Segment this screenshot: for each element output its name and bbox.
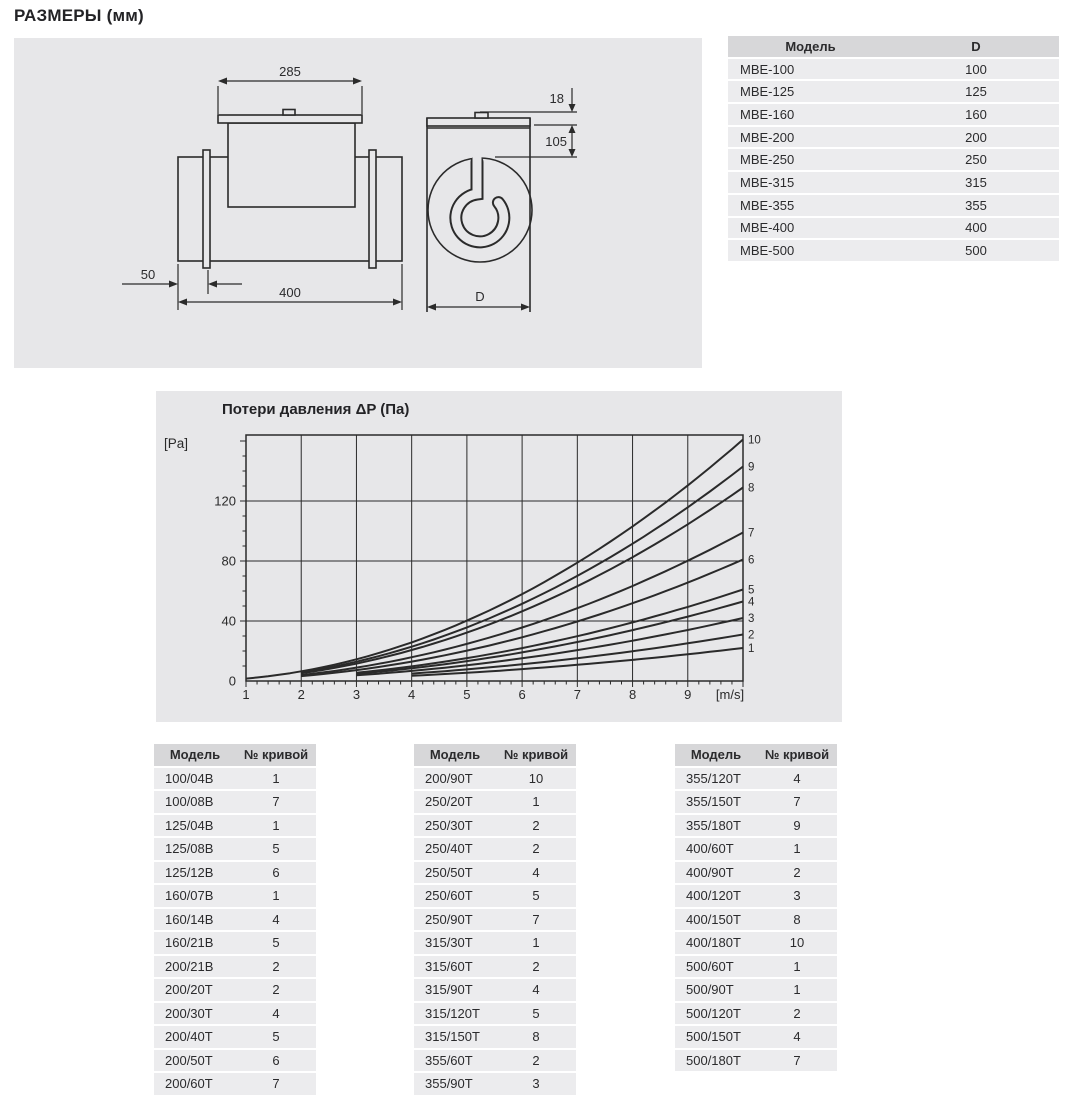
table-row	[675, 909, 837, 931]
model-cell: 400/90T	[675, 862, 757, 884]
value-cell: 5	[236, 838, 316, 860]
table-row	[728, 59, 1059, 80]
column-header: № кривой	[236, 744, 316, 766]
table-row	[675, 1050, 837, 1072]
model-cell: MBE-355	[728, 195, 893, 216]
x-tick-label: 8	[628, 687, 637, 702]
x-tick-label: 1	[242, 687, 250, 702]
value-cell: 5	[236, 1026, 316, 1048]
table	[675, 742, 837, 1073]
dim-diameter-label: D	[475, 289, 485, 304]
value-cell: 2	[757, 862, 837, 884]
dim-lid-height-label: 18	[549, 91, 564, 106]
table-row	[728, 104, 1059, 125]
model-cell: 400/150T	[675, 909, 757, 931]
model-cell: 200/20T	[154, 979, 236, 1001]
table-row	[414, 956, 576, 978]
model-cell: 500/120T	[675, 1003, 757, 1025]
model-cell: 200/30T	[154, 1003, 236, 1025]
value-cell: 2	[496, 1050, 576, 1072]
value-cell: 2	[496, 956, 576, 978]
model-cell: 200/21B	[154, 956, 236, 978]
column-header: Модель	[154, 744, 236, 766]
curve-table-2	[414, 742, 576, 1097]
model-cell: 250/20T	[414, 791, 496, 813]
table-row	[414, 1073, 576, 1095]
curve-label-6: 6	[748, 554, 755, 567]
table-row	[154, 979, 316, 1001]
table-row	[675, 956, 837, 978]
table-row	[728, 149, 1059, 170]
curve-table-1	[154, 742, 316, 1097]
table-row	[154, 815, 316, 837]
value-cell: 2	[757, 1003, 837, 1025]
table-row	[675, 791, 837, 813]
value-cell: 1	[496, 791, 576, 813]
model-cell: 315/90T	[414, 979, 496, 1001]
table-row	[154, 791, 316, 813]
table-row	[414, 932, 576, 954]
table-header-row	[728, 36, 1059, 57]
table-row	[154, 862, 316, 884]
table-row	[414, 909, 576, 931]
curve-table-3	[675, 742, 837, 1073]
model-cell: MBE-100	[728, 59, 893, 80]
dimensions-drawing	[14, 38, 702, 368]
table-row	[154, 1003, 316, 1025]
table-row	[414, 768, 576, 790]
table-row	[728, 195, 1059, 216]
model-cell: 250/40T	[414, 838, 496, 860]
value-cell: 8	[496, 1026, 576, 1048]
value-cell: 355	[893, 195, 1059, 216]
model-cell: 315/30T	[414, 932, 496, 954]
column-header: Модель	[414, 744, 496, 766]
model-cell: 200/40T	[154, 1026, 236, 1048]
model-cell: 355/90T	[414, 1073, 496, 1095]
y-tick-label: 80	[221, 553, 236, 569]
table-row	[675, 768, 837, 790]
model-cell: 160/21B	[154, 932, 236, 954]
table-row	[154, 838, 316, 860]
column-header: D	[893, 36, 1059, 57]
table-header-row	[675, 744, 837, 766]
table-row	[414, 979, 576, 1001]
model-cell: 125/08B	[154, 838, 236, 860]
value-cell: 250	[893, 149, 1059, 170]
x-tick-label: 2	[297, 687, 305, 702]
table-row	[414, 862, 576, 884]
model-cell: 250/60T	[414, 885, 496, 907]
curve-4	[356, 602, 743, 674]
table-header-row	[414, 744, 576, 766]
value-cell: 5	[496, 1003, 576, 1025]
x-tick-label: 5	[463, 687, 471, 702]
value-cell: 2	[496, 815, 576, 837]
value-cell: 2	[236, 979, 316, 1001]
value-cell: 4	[757, 1026, 837, 1048]
chart-title: Потери давления ΔP (Па)	[222, 401, 410, 418]
value-cell: 1	[236, 768, 316, 790]
model-cell: 400/120T	[675, 885, 757, 907]
model-cell: 160/14B	[154, 909, 236, 931]
value-cell: 1	[757, 979, 837, 1001]
value-cell: 5	[496, 885, 576, 907]
table-row	[414, 815, 576, 837]
model-cell: 160/07B	[154, 885, 236, 907]
table	[414, 742, 576, 1097]
x-axis-unit-label: [m/s]	[715, 687, 745, 702]
value-cell: 160	[893, 104, 1059, 125]
y-axis-unit-label: [Pa]	[164, 436, 189, 451]
model-cell: 500/60T	[675, 956, 757, 978]
model-cell: 315/60T	[414, 956, 496, 978]
flange-left	[203, 150, 210, 268]
flange-right	[369, 150, 376, 268]
value-cell: 9	[757, 815, 837, 837]
model-cell: 355/180T	[675, 815, 757, 837]
model-cell: 200/90T	[414, 768, 496, 790]
table-header-row	[154, 744, 316, 766]
value-cell: 2	[496, 838, 576, 860]
table-row	[728, 218, 1059, 239]
x-tick-label: 4	[408, 687, 416, 702]
curve-label-4: 4	[748, 596, 755, 609]
model-cell: 315/120T	[414, 1003, 496, 1025]
value-cell: 1	[236, 815, 316, 837]
y-tick-label: 0	[228, 673, 236, 689]
curve-label-2: 2	[748, 629, 755, 642]
model-cell: 125/12B	[154, 862, 236, 884]
table-row	[675, 1026, 837, 1048]
pressure-loss-chart-panel	[156, 391, 842, 722]
curve-label-9: 9	[748, 461, 755, 474]
control-box-outline	[228, 123, 355, 207]
dim-length-label: 400	[279, 285, 301, 300]
table-row	[154, 1073, 316, 1095]
table-row	[414, 1003, 576, 1025]
model-cell: 100/04B	[154, 768, 236, 790]
front-lid	[427, 118, 530, 126]
value-cell: 500	[893, 240, 1059, 261]
value-cell: 8	[757, 909, 837, 931]
column-header: Модель	[728, 36, 893, 57]
table-row	[728, 172, 1059, 193]
table-row	[675, 885, 837, 907]
model-cell: MBE-400	[728, 218, 893, 239]
table-row	[675, 979, 837, 1001]
curve-label-10: 10	[748, 434, 761, 447]
model-cell: 500/180T	[675, 1050, 757, 1072]
table-row	[675, 1003, 837, 1025]
curve-label-7: 7	[748, 527, 755, 540]
table-row	[414, 791, 576, 813]
table-row	[154, 956, 316, 978]
value-cell: 10	[496, 768, 576, 790]
model-cell: 400/60T	[675, 838, 757, 860]
model-cell: 125/04B	[154, 815, 236, 837]
value-cell: 5	[236, 932, 316, 954]
column-header: Модель	[675, 744, 757, 766]
model-cell: 400/180T	[675, 932, 757, 954]
value-cell: 6	[236, 1050, 316, 1072]
lid-knob	[283, 110, 295, 116]
value-cell: 3	[757, 885, 837, 907]
model-cell: 250/90T	[414, 909, 496, 931]
value-cell: 400	[893, 218, 1059, 239]
table-row	[154, 932, 316, 954]
table-row	[154, 1026, 316, 1048]
table	[728, 34, 1059, 263]
value-cell: 4	[496, 862, 576, 884]
value-cell: 125	[893, 81, 1059, 102]
model-cell: 355/60T	[414, 1050, 496, 1072]
model-cell: 200/50T	[154, 1050, 236, 1072]
curve-label-1: 1	[748, 643, 755, 655]
x-tick-label: 9	[684, 687, 692, 702]
curve-label-8: 8	[748, 482, 755, 495]
value-cell: 100	[893, 59, 1059, 80]
table-row	[154, 885, 316, 907]
x-tick-label: 7	[573, 687, 581, 702]
value-cell: 7	[236, 791, 316, 813]
value-cell: 7	[757, 791, 837, 813]
pressure-loss-chart-svg	[156, 391, 842, 722]
dim-box-height-label: 105	[545, 134, 567, 149]
table-row	[675, 838, 837, 860]
model-cell: 100/08B	[154, 791, 236, 813]
value-cell: 10	[757, 932, 837, 954]
table-row	[414, 1050, 576, 1072]
value-cell: 4	[236, 1003, 316, 1025]
table-row	[675, 932, 837, 954]
value-cell: 7	[496, 909, 576, 931]
model-cell: 355/120T	[675, 768, 757, 790]
value-cell: 6	[236, 862, 316, 884]
x-tick-label: 3	[352, 687, 361, 702]
curve-label-3: 3	[748, 613, 755, 625]
model-cell: 500/90T	[675, 979, 757, 1001]
x-tick-label: 6	[518, 687, 526, 702]
control-box-lid	[218, 115, 362, 123]
value-cell: 1	[236, 885, 316, 907]
pressure-loss-chart	[156, 391, 842, 722]
model-cell: 250/50T	[414, 862, 496, 884]
table-row	[728, 240, 1059, 261]
dim-offset-label: 50	[140, 267, 156, 282]
dimensions-diagram-panel	[14, 38, 702, 368]
value-cell: 2	[236, 956, 316, 978]
curve-label-5: 5	[748, 584, 755, 597]
model-cell: MBE-315	[728, 172, 893, 193]
table-row	[154, 909, 316, 931]
column-header: № кривой	[496, 744, 576, 766]
table-row	[728, 81, 1059, 102]
model-cell: 500/150T	[675, 1026, 757, 1048]
model-cell: 200/60T	[154, 1073, 236, 1095]
curve-10	[246, 440, 743, 679]
table-row	[414, 1026, 576, 1048]
model-cell: MBE-160	[728, 104, 893, 125]
value-cell: 3	[496, 1073, 576, 1095]
value-cell: 4	[236, 909, 316, 931]
model-cell: MBE-250	[728, 149, 893, 170]
model-cell: 250/30T	[414, 815, 496, 837]
value-cell: 1	[757, 838, 837, 860]
table-row	[675, 862, 837, 884]
page-title: РАЗМЕРЫ (мм)	[14, 6, 144, 25]
value-cell: 4	[757, 768, 837, 790]
value-cell: 4	[496, 979, 576, 1001]
table-row	[414, 885, 576, 907]
value-cell: 200	[893, 127, 1059, 148]
table	[154, 742, 316, 1097]
dim-top-width-label: 285	[279, 64, 301, 79]
model-cell: 315/150T	[414, 1026, 496, 1048]
model-cell: MBE-200	[728, 127, 893, 148]
y-tick-label: 40	[221, 613, 236, 629]
y-tick-label: 120	[214, 493, 236, 509]
table-row	[154, 768, 316, 790]
table-row	[414, 838, 576, 860]
column-header: № кривой	[757, 744, 837, 766]
model-cell: MBE-500	[728, 240, 893, 261]
value-cell: 1	[757, 956, 837, 978]
model-cell: 355/150T	[675, 791, 757, 813]
value-cell: 1	[496, 932, 576, 954]
model-d-table	[728, 34, 1059, 263]
value-cell: 7	[757, 1050, 837, 1072]
table-row	[154, 1050, 316, 1072]
value-cell: 315	[893, 172, 1059, 193]
value-cell: 7	[236, 1073, 316, 1095]
table-row	[728, 127, 1059, 148]
table-row	[675, 815, 837, 837]
model-cell: MBE-125	[728, 81, 893, 102]
front-lid-knob	[475, 113, 488, 119]
